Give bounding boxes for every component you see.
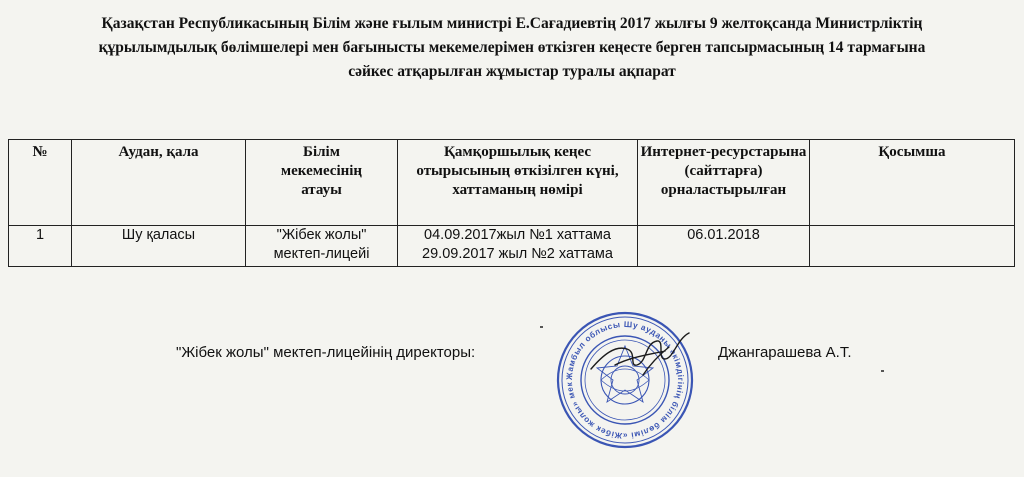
school-type-line: мектеп-лицейі [273,246,370,262]
stamp-ring-text: Жамбыл облысы Шу ауданы әкімдігінің білім бөлімі «Жібек жолы» мек [564,319,686,441]
signature-icon [585,325,695,385]
cell-extra [810,226,1015,267]
director-name: Джангарашева А.Т. [718,344,852,361]
cell-school [246,226,398,267]
scan-speck [540,326,543,328]
title-line: Қазақстан Республикасының Білім және ғылым министрі Е.Сағадиевтің 2017 жылғы 9 желтоқсанда Министрліктің [101,15,923,32]
protocol-line: 29.09.2017 жыл №2 хаттама [422,246,613,262]
header-internet-posted: Интернет-ресурстарына (сайттарға) орналастырылған [638,140,810,226]
scan-speck [881,370,884,372]
cell-protocol [398,226,638,267]
header-number: № [9,140,72,226]
cell-posted-date: 06.01.2018 [638,226,810,267]
director-label: "Жібек жолы" мектеп-лицейінің директоры: [176,344,476,361]
table-header-row [9,140,1015,226]
header-district: Аудан, қала [72,140,246,226]
cell-number: 1 [9,226,72,267]
report-table [8,139,1015,267]
school-name-line: "Жібек жолы" [276,227,367,243]
table-row [9,226,1015,267]
header-extra: Қосымша [810,140,1015,226]
title-line: сәйкес атқарылған жұмыстар туралы ақпарат [348,63,676,80]
title-line: құрылымдылық бөлімшелері мен бағынысты мекемелерімен өткізген кеңесте берген тапсырмасының 14 тармағына [98,39,926,56]
header-meeting-protocol: Қамқоршылық кеңес отырысының өткізілген күні, хаттаманың нөмірі [398,140,638,226]
protocol-line: 04.09.2017жыл №1 хаттама [424,227,611,243]
header-school: Білім мекемесінің атауы [246,140,398,226]
cell-district: Шу қаласы [72,226,246,267]
document-title [0,12,1024,84]
